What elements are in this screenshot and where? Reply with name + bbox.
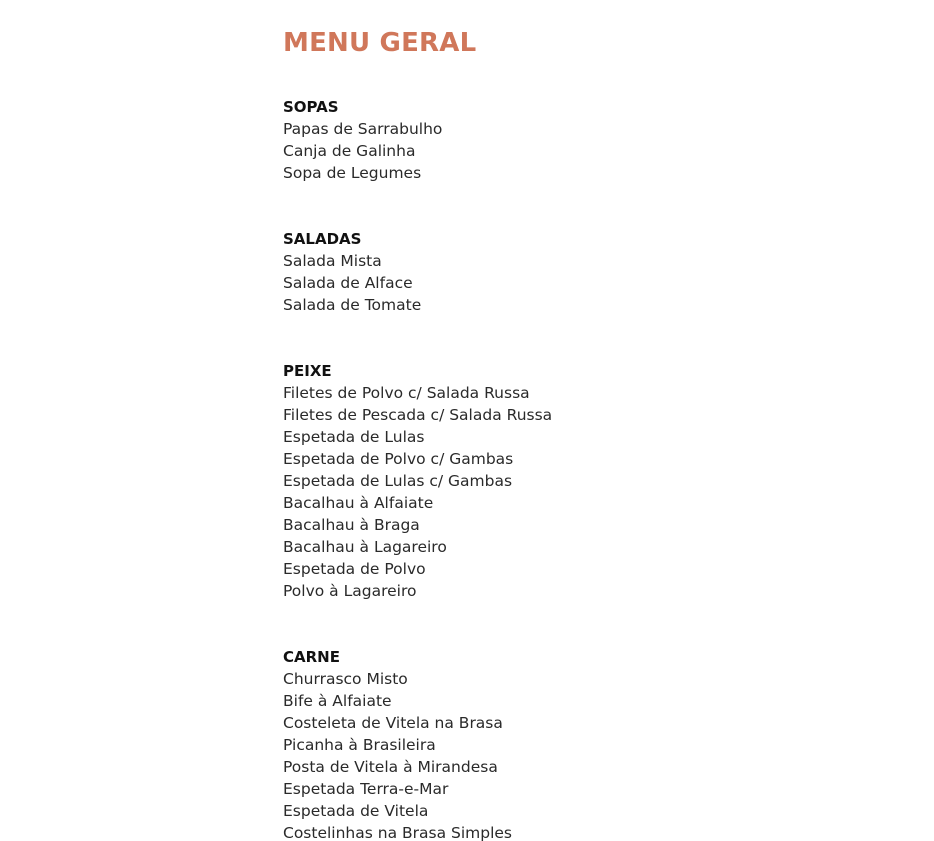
item-list	[283, 118, 883, 184]
menu-item: Espetada de Polvo	[283, 560, 426, 578]
menu-item: Bacalhau à Braga	[283, 516, 420, 534]
item-list	[283, 250, 883, 316]
menu-item: Costeleta de Vitela na Brasa	[283, 714, 503, 732]
menu-item: Filetes de Pescada c/ Salada Russa	[283, 406, 553, 424]
menu-item: Salada Mista	[283, 252, 382, 270]
menu-item: Espetada de Vitela	[283, 802, 429, 820]
section-peixe	[283, 360, 883, 602]
section-heading: SOPAS	[283, 98, 339, 116]
item-list	[283, 668, 883, 841]
section-sopas	[283, 96, 883, 184]
menu-item: Filetes de Polvo c/ Salada Russa	[283, 384, 530, 402]
section-heading: SALADAS	[283, 230, 362, 248]
menu-item: Salada de Tomate	[283, 296, 422, 314]
section-heading: CARNE	[283, 648, 340, 666]
menu-item: Espetada de Lulas	[283, 428, 425, 446]
menu-item: Salada de Alface	[283, 274, 413, 292]
menu-item: Bacalhau à Alfaiate	[283, 494, 434, 512]
menu-document	[283, 26, 883, 841]
menu-item: Espetada de Lulas c/ Gambas	[283, 472, 513, 490]
menu-item: Espetada de Polvo c/ Gambas	[283, 450, 514, 468]
page-title: MENU GERAL	[283, 28, 477, 58]
menu-item: Espetada Terra-e-Mar	[283, 780, 449, 798]
menu-item: Churrasco Misto	[283, 670, 408, 688]
menu-item: Posta de Vitela à Mirandesa	[283, 758, 498, 776]
section-heading: PEIXE	[283, 362, 332, 380]
menu-item: Polvo à Lagareiro	[283, 582, 417, 600]
menu-item: Canja de Galinha	[283, 142, 416, 160]
section-saladas	[283, 228, 883, 316]
menu-item: Sopa de Legumes	[283, 164, 422, 182]
menu-sections	[283, 96, 883, 841]
menu-item: Costelinhas na Brasa Simples	[283, 824, 513, 841]
item-list	[283, 382, 883, 602]
menu-item: Bife à Alfaiate	[283, 692, 392, 710]
menu-item: Picanha à Brasileira	[283, 736, 436, 754]
menu-item: Papas de Sarrabulho	[283, 120, 443, 138]
section-carne	[283, 646, 883, 841]
menu-item: Bacalhau à Lagareiro	[283, 538, 447, 556]
